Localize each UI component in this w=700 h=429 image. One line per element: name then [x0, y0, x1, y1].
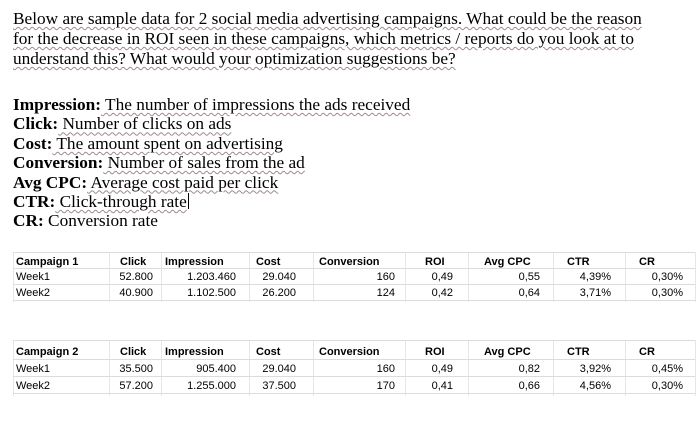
definition-desc: Number of sales from the ad	[103, 153, 305, 173]
table-cell: 0,30%	[651, 287, 683, 299]
definition-term: Click:	[13, 114, 59, 134]
table-cell: 170	[376, 380, 395, 392]
metric-definitions	[13, 95, 613, 231]
table-title: Campaign 2	[16, 346, 79, 358]
table-cell: 40.900	[119, 287, 153, 299]
grid-line	[13, 300, 695, 301]
column-header: Impression	[165, 346, 224, 358]
column-header: ROI	[425, 256, 445, 268]
table-cell: 124	[376, 287, 395, 299]
definition-term: Avg CPC:	[13, 172, 88, 192]
grid-line	[13, 393, 695, 394]
column-header: CR	[639, 346, 655, 358]
grid-line	[13, 376, 695, 377]
grid-line	[405, 340, 406, 396]
definition-term: Impression:	[13, 95, 102, 114]
table-cell: 3,92%	[579, 363, 611, 375]
table-cell: 29.040	[262, 271, 296, 283]
grid-line	[313, 252, 314, 302]
column-header: CR	[639, 256, 655, 268]
definition-ctr	[13, 192, 613, 211]
grid-line	[13, 359, 695, 360]
table-cell: 26.200	[262, 287, 296, 299]
column-header: Avg CPC	[484, 256, 531, 268]
table-cell: 0,64	[518, 287, 540, 299]
campaign-2-table	[13, 340, 695, 396]
campaign-1-table	[13, 252, 695, 302]
definition-impression	[13, 95, 613, 114]
definition-desc: The amount spent on advertising	[52, 133, 283, 153]
table-cell: 0,66	[518, 380, 540, 392]
column-header: Cost	[256, 256, 281, 268]
grid-line	[161, 252, 162, 302]
definition-desc: Click-through rate	[55, 192, 187, 212]
table-cell: 37.500	[262, 380, 296, 392]
column-header: CTR	[567, 256, 590, 268]
grid-line	[553, 340, 554, 396]
grid-line	[109, 340, 110, 396]
table-cell: 1.255.000	[187, 380, 236, 392]
definition-term: CTR:	[13, 192, 56, 212]
definition-avg-cpc	[13, 173, 613, 192]
question-line-2: for the decrease in ROI seen in these campaigns, which metrics / reports do you look at to	[13, 29, 634, 48]
column-header: Impression	[165, 256, 224, 268]
question-text	[13, 9, 693, 69]
grid-line	[405, 252, 406, 302]
grid-line	[161, 340, 162, 396]
grid-line	[695, 340, 696, 396]
table-cell: 1.102.500	[187, 287, 236, 299]
text-cursor	[188, 193, 189, 209]
table-cell: 52.800	[119, 271, 153, 283]
table-cell: 4,56%	[579, 380, 611, 392]
row-label: Week2	[16, 380, 51, 392]
column-header: Conversion	[319, 346, 380, 358]
table-title: Campaign 1	[16, 256, 79, 268]
table-cell: 3,71%	[579, 287, 611, 299]
definition-term: Conversion:	[13, 153, 104, 173]
grid-line	[13, 340, 695, 341]
table-cell: 160	[376, 363, 395, 375]
row-label: Week1	[16, 271, 51, 283]
grid-line	[468, 340, 469, 396]
table-cell: 0,49	[431, 363, 453, 375]
column-header: ROI	[425, 346, 445, 358]
table-cell: 35.500	[119, 363, 153, 375]
definition-cost	[13, 134, 613, 153]
question-line-1: Below are sample data for 2 social media advertising campaigns. What could be the reason	[13, 9, 642, 28]
table-cell: 0,45%	[651, 363, 683, 375]
grid-line	[13, 340, 14, 396]
table-cell: 0,30%	[651, 271, 683, 283]
row-label: Week1	[16, 363, 51, 375]
table-cell: 0,82	[518, 363, 540, 375]
column-header: Click	[120, 256, 147, 268]
table-cell: 0,49	[431, 271, 453, 283]
grid-line	[13, 284, 695, 285]
grid-line	[249, 340, 250, 396]
grid-line	[468, 252, 469, 302]
grid-line	[313, 340, 314, 396]
definition-desc: Average cost paid per click	[87, 172, 279, 192]
grid-line	[553, 252, 554, 302]
column-header: CTR	[567, 346, 590, 358]
table-cell: 0,41	[431, 380, 453, 392]
table-cell: 57.200	[119, 380, 153, 392]
definition-conversion	[13, 153, 613, 172]
grid-line	[249, 252, 250, 302]
table-cell: 160	[376, 271, 395, 283]
definition-cr	[13, 211, 613, 230]
grid-line	[625, 252, 626, 302]
definition-click	[13, 114, 613, 133]
row-label: Week2	[16, 287, 51, 299]
definition-desc: Conversion rate	[43, 211, 158, 231]
grid-line	[13, 252, 695, 253]
definition-desc: The number of impressions the ads received	[101, 95, 411, 114]
column-header: Cost	[256, 346, 281, 358]
definition-desc: Number of clicks on ads	[58, 114, 232, 134]
grid-line	[109, 252, 110, 302]
definition-term: Cost:	[13, 133, 53, 153]
table-cell: 1.203.460	[187, 271, 236, 283]
table-cell: 0,55	[518, 271, 540, 283]
table-cell: 29.040	[262, 363, 296, 375]
question-line-3: understand this? What would your optimization suggestions be?	[13, 49, 456, 68]
definition-term: CR:	[13, 211, 44, 231]
table-cell: 4,39%	[579, 271, 611, 283]
grid-line	[625, 340, 626, 396]
table-cell: 0,30%	[651, 380, 683, 392]
column-header: Avg CPC	[484, 346, 531, 358]
table-cell: 0,42	[431, 287, 453, 299]
grid-line	[695, 252, 696, 302]
table-cell: 905.400	[196, 363, 236, 375]
column-header: Conversion	[319, 256, 380, 268]
column-header: Click	[120, 346, 147, 358]
grid-line	[13, 252, 14, 302]
